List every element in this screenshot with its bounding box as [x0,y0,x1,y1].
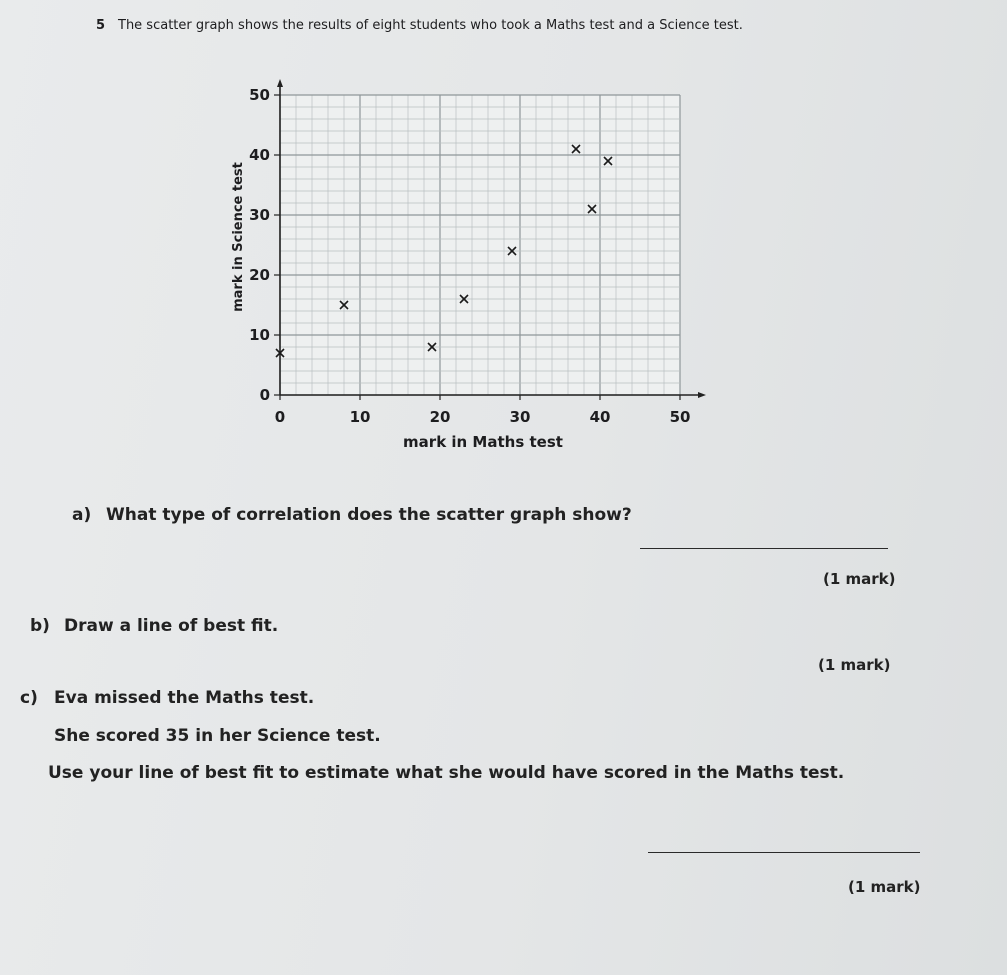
part-a-marks: (1 mark) [823,570,896,588]
part-a-question [72,505,632,525]
x-tick-label: 0 [274,408,286,426]
grid-background [280,95,680,395]
x-tick-label: 30 [509,408,531,426]
y-axis-arrow-icon [277,79,283,87]
x-tick-label: 20 [429,408,451,426]
x-tick-label: 10 [349,408,371,426]
part-b-text: Draw a line of best fit. [64,616,279,636]
part-c-marks: (1 mark) [848,878,921,896]
y-tick-label: 40 [249,146,270,164]
question-number: 5 [96,18,106,33]
y-tick-label: 50 [249,86,270,104]
scatter-graph [205,75,725,455]
x-axis-label: mark in Maths test [403,433,563,451]
part-c-question [20,688,314,708]
part-b-marks: (1 mark) [818,656,891,674]
y-tick-label: 30 [249,206,270,224]
part-b-label: b) [30,616,50,636]
part-c-line2: She scored 35 in her Science test. [54,726,381,746]
y-tick-label: 0 [259,386,270,404]
part-c-answer-line[interactable] [648,852,920,853]
x-axis-arrow-icon [698,392,706,398]
y-axis-label: mark in Science test [231,162,246,312]
part-c-label: c) [20,688,38,708]
question-intro: The scatter graph shows the results of eight students who took a Maths test and a Science test. [118,18,743,33]
x-tick-label: 50 [669,408,691,426]
part-a-text: What type of correlation does the scatter graph show? [106,505,632,525]
y-tick-label: 10 [249,326,270,344]
part-a-answer-line[interactable] [640,548,888,549]
part-c-line3: Use your line of best fit to estimate what she would have scored in the Maths test. [48,763,845,783]
part-c-line1: Eva missed the Maths test. [54,688,315,708]
part-a-label: a) [72,505,92,525]
part-b-question [30,616,278,636]
y-tick-label: 20 [249,266,270,284]
chart-grid [280,95,680,395]
x-tick-label: 40 [589,408,611,426]
